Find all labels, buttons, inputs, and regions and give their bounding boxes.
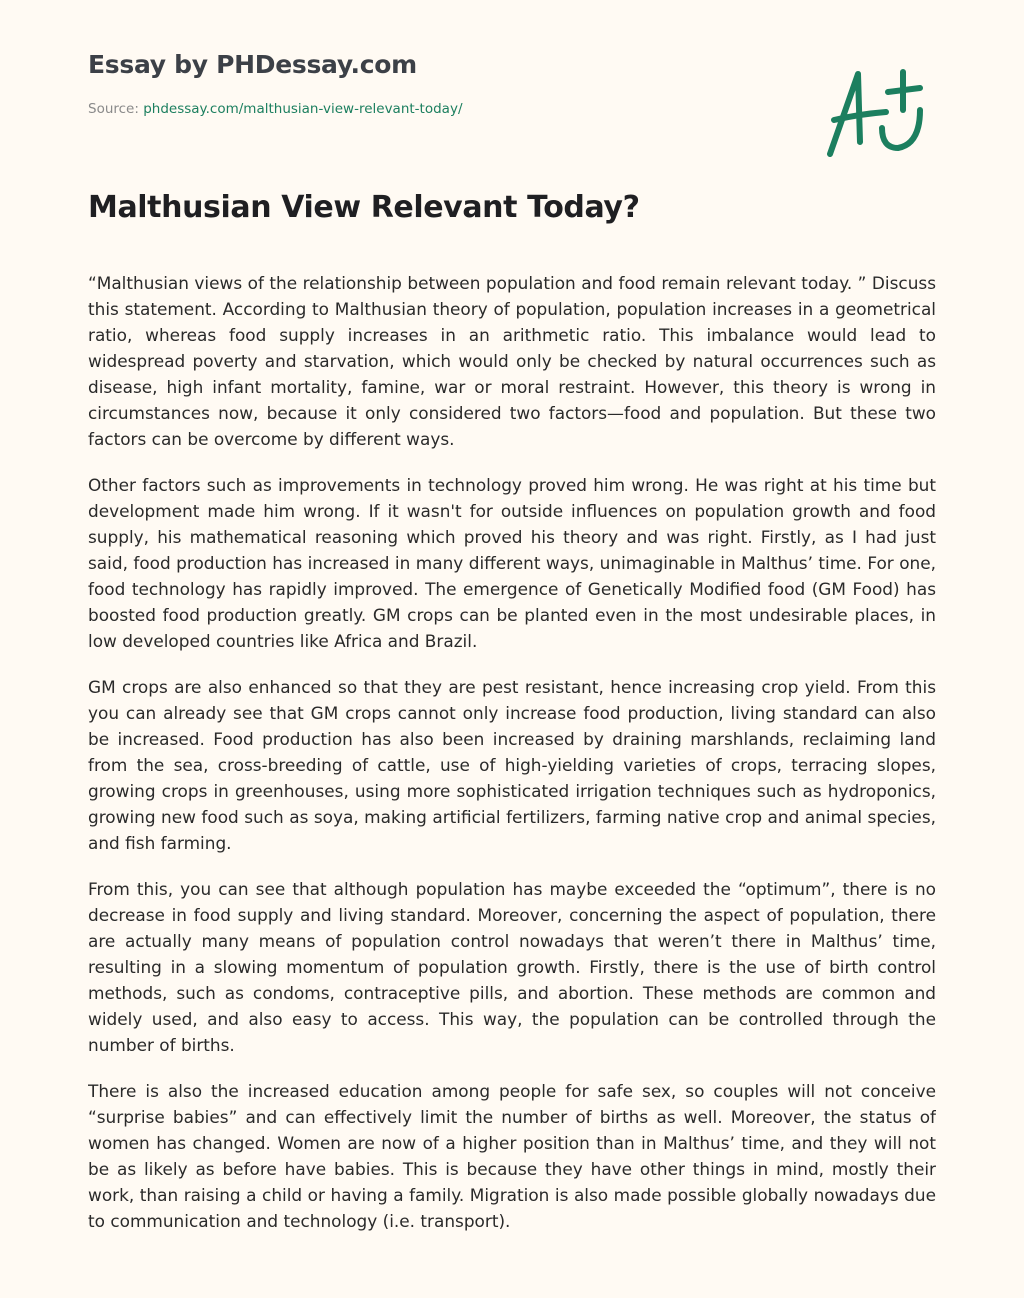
- page-title: Malthusian View Relevant Today?: [88, 190, 640, 225]
- paragraph: “Malthusian views of the relationship between population and food remain relevant today. ” Discuss this statement. According to Malthusian theory of population, population increases in a geometrical ratio, whereas food supply increases in an arithmetic ratio. This imbalance would lead to widespread poverty and starvation, which would only be checked by natural occurrences such as disease, high infant mortality, famine, war or moral restraint. However, this theory is wrong in circumstances now, because it only considered two factors—food and population. But these two factors can be overcome by different ways.: [88, 273, 936, 449]
- paragraph: GM crops are also enhanced so that they are pest resistant, hence increasing crop yield. From this you can already see that GM crops cannot only increase food production, living standard can also be increased. Food production has also been increased by draining marshlands, reclaiming land from the sea, cross-breeding of cattle, use of high-yielding varieties of crops, terracing slopes, growing crops in greenhouses, using more sophisticated irrigation techniques such as hydroponics, growing new food such as soya, making artificial fertilizers, farming native crop and animal species, and fish farming.: [88, 677, 936, 853]
- source-link[interactable]: phdessay.com/malthusian-view-relevant-today/: [143, 101, 463, 117]
- paragraph: There is also the increased education among people for safe sex, so couples will not conceive “surprise babies” and can effectively limit the number of births as well. Moreover, the status of women has changed. Women are now of a higher position than in Malthus’ time, and they will not be as likely as before have babies. This is because they have other things in mind, mostly their work, than raising a child or having a family. Migration is also made possible globally nowadays due to communication and technology (i.e. transport).: [88, 1081, 936, 1231]
- essay-body: [88, 270, 936, 1254]
- paragraph: Other factors such as improvements in technology proved him wrong. He was right at his time but development made him wrong. If it wasn't for outside influences on population growth and food supply, his mathematical reasoning which proved his theory and was right. Firstly, as I had just said, food production has increased in many different ways, unimaginable in Malthus’ time. For one, food technology has rapidly improved. The emergence of Genetically Modified food (GM Food) has boosted food production greatly. GM crops can be planted even in the most undesirable places, in low developed countries like Africa and Brazil.: [88, 475, 936, 651]
- source-line: [88, 101, 463, 117]
- source-label: Source:: [88, 101, 139, 117]
- paragraph: From this, you can see that although population has maybe exceeded the “optimum”, there is no decrease in food supply and living standard. Moreover, concerning the aspect of population, there are actually many means of population control nowadays that weren’t there in Malthus’ time, resulting in a slowing momentum of population growth. Firstly, there is the use of birth control methods, such as condoms, contraceptive pills, and abortion. These methods are common and widely used, and also easy to access. This way, the population can be controlled through the number of births.: [88, 879, 936, 1055]
- a-plus-grade-icon: [820, 62, 930, 162]
- site-brand: Essay by PHDessay.com: [88, 50, 417, 79]
